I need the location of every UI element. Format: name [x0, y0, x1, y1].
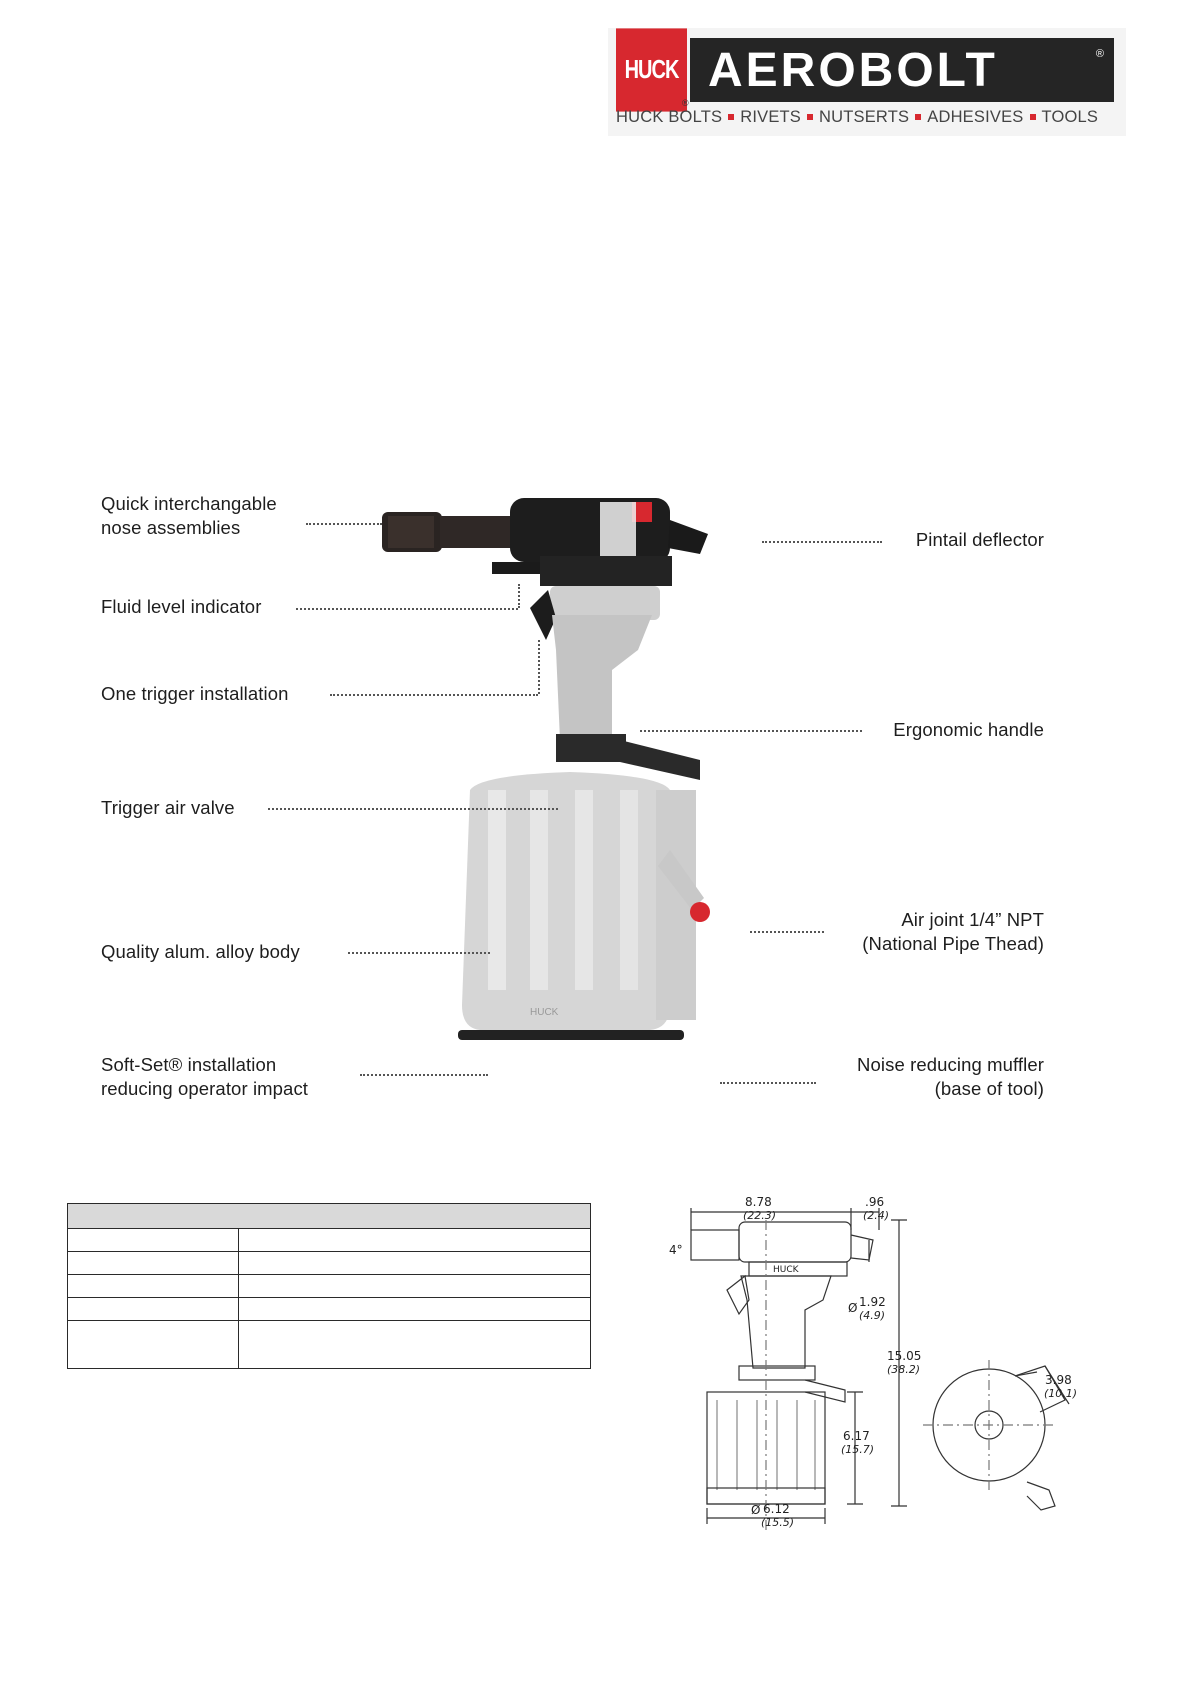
callout-trigger: One trigger installation	[101, 683, 289, 704]
leader-handle	[640, 730, 862, 732]
table-cell	[68, 1298, 239, 1321]
callout-muffler: Noise reducing muffler (base of tool)	[857, 1054, 1044, 1099]
tagline-item: RIVETS	[740, 108, 802, 126]
leader-nose	[306, 523, 382, 525]
table-cell	[68, 1321, 239, 1369]
aerobolt-logo	[608, 28, 1126, 136]
callout-air-joint: Air joint 1/4” NPT (National Pipe Thead)	[862, 909, 1044, 954]
table-cell	[68, 1252, 239, 1275]
dim-angle: 4°	[669, 1243, 683, 1257]
dim-base-dia-mm: (15.5)	[761, 1516, 795, 1529]
leader-trigger	[330, 694, 538, 696]
callout-body: Quality alum. alloy body	[101, 941, 300, 962]
leader-softset	[360, 1074, 488, 1076]
table-cell	[68, 1275, 239, 1298]
bullet-icon	[1030, 114, 1036, 120]
leader-trigger-up	[538, 640, 540, 694]
leader-muffler	[720, 1082, 816, 1084]
huck-badge: HUCK	[616, 28, 687, 111]
table-row	[68, 1229, 591, 1252]
huck-reg-mark: ®	[682, 98, 689, 108]
spec-table	[67, 1203, 591, 1369]
rivet-tool-illustration	[370, 490, 770, 1090]
callout-handle: Ergonomic handle	[893, 719, 1044, 740]
table-cell	[239, 1321, 591, 1369]
head-label: HUCK	[773, 1265, 799, 1275]
dim-side-mm: (10.1)	[1044, 1387, 1078, 1400]
tagline-item: ADHESIVES	[927, 108, 1024, 126]
dim-height-mm: (38.2)	[887, 1363, 921, 1376]
table-cell	[239, 1252, 591, 1275]
table-cell	[239, 1275, 591, 1298]
table-row	[68, 1275, 591, 1298]
dim-base-dia: 6.12	[763, 1502, 790, 1516]
callout-nose: Quick interchangable nose assemblies	[101, 493, 277, 538]
table-row	[68, 1321, 591, 1369]
table-cell	[239, 1298, 591, 1321]
brand-name: AEROBOLT	[708, 43, 998, 97]
dim-deflector-mm: (2.4)	[863, 1209, 890, 1222]
leader-fluid-up	[518, 584, 520, 608]
brand-bar	[690, 38, 1114, 102]
tagline-item: HUCK BOLTS	[616, 108, 723, 126]
dim-side: 3.98	[1045, 1373, 1072, 1387]
dimension-drawing	[655, 1190, 1125, 1540]
dim-deflector: .96	[865, 1195, 885, 1209]
dim-height: 15.05	[887, 1349, 922, 1363]
dim-length: 8.78	[745, 1195, 772, 1209]
table-row	[68, 1298, 591, 1321]
tool-base-text: HUCK	[530, 1007, 559, 1018]
callout-softset: Soft-Set® installation reducing operator impact	[101, 1054, 309, 1099]
leader-deflector	[762, 541, 882, 543]
tagline-item: TOOLS	[1041, 108, 1099, 126]
table-row	[68, 1252, 591, 1275]
dim-base-dia-symbol: Ø	[751, 1503, 761, 1517]
brand-tagline	[616, 108, 1098, 127]
dim-dia-symbol: Ø	[848, 1301, 858, 1315]
table-cell	[68, 1229, 239, 1252]
callout-fluid: Fluid level indicator	[101, 596, 262, 617]
leader-air-joint	[750, 931, 824, 933]
bullet-icon	[915, 114, 921, 120]
dim-nose-dia-mm: (4.9)	[859, 1309, 886, 1322]
dim-length-mm: (22.3)	[743, 1209, 777, 1222]
brand-reg-mark: ®	[1095, 48, 1104, 60]
leader-valve	[268, 808, 558, 810]
spec-header	[68, 1204, 591, 1229]
table-cell	[239, 1229, 591, 1252]
bullet-icon	[728, 114, 734, 120]
callout-deflector: Pintail deflector	[915, 529, 1044, 550]
leader-body	[348, 952, 490, 954]
dim-nose-dia: 1.92	[859, 1295, 886, 1309]
tagline-item: NUTSERTS	[819, 108, 910, 126]
dim-body-height-mm: (15.7)	[841, 1443, 875, 1456]
callout-valve: Trigger air valve	[101, 797, 235, 818]
spec-header-row	[68, 1204, 591, 1229]
dim-body-height: 6.17	[843, 1429, 870, 1443]
leader-fluid	[296, 608, 518, 610]
bullet-icon	[807, 114, 813, 120]
